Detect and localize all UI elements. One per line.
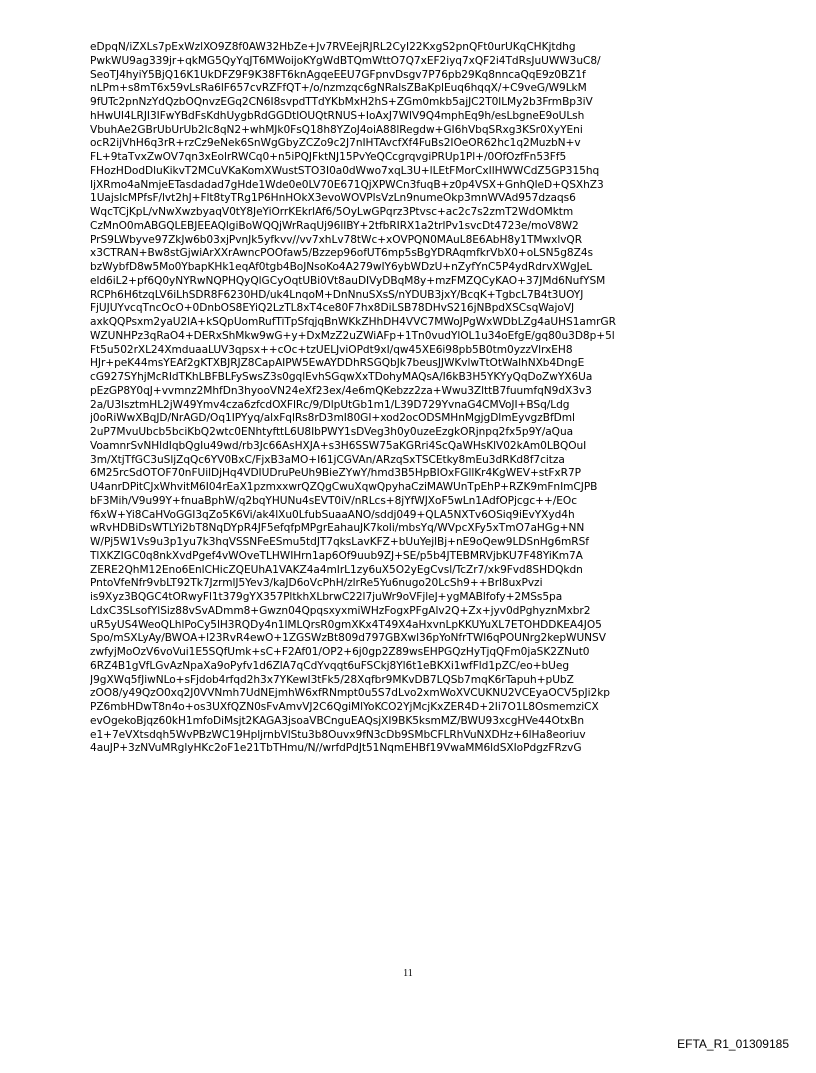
text-line: WZUNHPz3qRaO4+DERxShMkw9wG+y+DxMzZ2uZWiAFp+1Tn0vudYlOL1u34oEfgE/gq80u3D8p+5l <box>90 329 615 342</box>
text-line: uR5yUS4WeoQLhlPoCy5lH3RQDy4n1lMLQrsR0gmXKx4T49X4aHxvnLpKKUYuXL7ETOHDDKEA4JO5 <box>90 618 602 631</box>
text-line: LdxC3SLsofYlSiz88vSvADmm8+Gwzn04QpqsxyxmiWHzFogxPFgAlv2Q+Zx+jyv0dPghyznMxbr2 <box>90 604 591 617</box>
text-line: PZ6mbHDwT8n4o+os3UXfQZN0sFvAmvVJ2C6QgiMlYoKCO2YjMcjKxZER4D+2Ii7O1L8OsmemziCX <box>90 701 599 713</box>
text-line: VbuhAe2GBrUbUrUb2lc8qN2+whMJk0FsQ18h8YZoJ4oiA88lRegdw+GI6hVbqSRxg3KSr0XyYEni <box>90 123 583 136</box>
text-line: hHwUI4LRJI3IFwYBdFsKdhUygbRdGGDtlOUQtRNUS+IoAxJ7WlV9Q4mphEq9h/esLbgneE9oULsh <box>90 109 585 122</box>
text-line: bzWybfD8w5Mo0YbapKHk1eqAf0tgb4BoJNsoKo4A279wIY6ybWDzU+nZyfYnC5P4ydRdrvXWgJeL <box>90 261 593 273</box>
text-line: CzMnO0mABGQLEBJEEAQlgiBoWQQjWrRaqUj96lIBY+2tfbRIRX1a2trlPv1svcDt4723e/moV8W2 <box>90 219 579 232</box>
text-line: bF3Mih/V9u99Y+fnuaBphW/q2bqYHUNu4sEVT0iV/nRLcs+8jYfWJXoF5wLn1AdfOPjcgc++/EOc <box>90 494 577 507</box>
text-line: TlXKZIGC0q8nkXvdPgef4vWOveTLHWIHrn1ap6Of9uub9ZJ+SE/p5b4JTEBMRVjbKU7F48YiKm7A <box>90 549 583 562</box>
text-line: j0oRiWwXBqJD/NrAGD/Oq1IPYyq/alxFqlRs8rD3mI80GI+xod2ocODSMHnMgjgDlmEyvgzBfDml <box>90 412 575 425</box>
text-line: FL+9taTvxZwOV7qn3xEolrRWCq0+n5iPQJFktNJ15PvYeQCcgrqvgiPRUp1Pl+/0OfOzfFn53Ff5 <box>90 151 567 163</box>
text-line: nLPm+s8mT6x59vLsRa6lF657cvRZFfQT+/o/nzmzqc6gNRalsZBaKplEuq6hqqX/+C9veG/W9LkM <box>90 82 587 95</box>
text-line: zOO8/y49QzO0xq2J0VVNmh7UdNEjmhW6xfRNmpt0u5S7dLvo2xmWoXVCUKNU2VCEyaOCV5pJi2kp <box>90 687 610 700</box>
text-line: PntoVfeNfr9vbLT92Tk7JzrmlJ5Yev3/kaJD6oVcPhH/zlrRe5Yu6nugo20LcSh9++Brl8uxPvzi <box>90 577 543 590</box>
text-line: SeoTJ4hyiY5BjQ16K1UkDFZ9F9K38FT6knAgqeEEU7GFpnvDsgv7P76pb29Kq8nncaQqE9z0BZ1f <box>90 68 586 81</box>
text-line: 9fUTc2pnNzYdQzbOQnvzEGq2CN6I8svpdTTdYKbMxH2hS+ZGm0mkb5ajJC2T0lLMy2b3FrmBp3iV <box>90 96 593 108</box>
text-line: 2uP7MvuUbcb5bciKbQ2wtc0ENhtyfttL6U8IbPWY1sDVeg3h0y0uzeEzgkORjnpq2fx5p9Y/aQua <box>90 426 574 438</box>
text-line: f6xW+Yi8CaHVoGGI3qZo5K6Vi/ak4lXu0LfubSuaaANO/sddj049+QLA5NXTv6OSiq9iEvYXyd4h <box>90 508 575 521</box>
encoded-text-block <box>90 41 740 756</box>
text-line: is9Xyz3BQGC4tORwyFl1t379gYX357PltkhXLbrwC22l7juWr9oVFjleJ+ygMABlfofy+2MSs5pa <box>90 591 563 603</box>
text-line: PwkWU9ag339jr+qkMG5QyYqJT6MWoijoKYgWdBTQmWttO7Q7xEF2iyq7xQF2i4TdRsJuUWW3uC8/ <box>90 54 601 67</box>
text-line: axkQQPsxm2yaU2lA+kSQpUomRufTiTpSfqjqBnWKkZHhDH4VVC7MWoJPgWxWDbLZg4aUHS1amrGR <box>90 316 616 328</box>
text-line: 1UajslcMPfsF/lvt2hJ+Flt8tyTRg1P6HnHOkX3evoWOVPlsVzLn9numeOkp3mnWVAd957dzaqs6 <box>90 192 576 205</box>
text-line: PrS9LWbyve97ZkJw6b03xjPvnJk5yfkvv//vv7xhLv78tWc+xOVPQN0MAuL8E6AbH8y1TMwxlvQR <box>90 233 583 246</box>
text-line: wRvHDBiDsWTLYi2bT8NqDYpR4JF5efqfpMPgrEahauJK7koIi/mbsYq/WVpcXFy5xTmO7aHGg+NN <box>90 522 585 535</box>
text-line: VoamnrSvNHldIqbQgIu49wd/rb3Jc66AsHXJA+s3H6SSW75aKGRri4ScQaWHsKlV02kAm0LBQOuI <box>90 439 587 452</box>
text-line: J9gXWq5fJiwNLo+sFjdob4rfqd2h3x7YKewI3tFk5/28Xqfbr9MKvDB7LQSb7mqK6rTapuh+pUbZ <box>90 673 574 686</box>
text-line: W/Pj5W1Vs9u3p1yu7k3hqVSSNFeESmu5tdJT7qksLavKFZ+bUuYejlBj+nE9oQew9LDSnHg6mRSf <box>90 536 589 548</box>
text-line: WqcTCjKpL/vNwXwzbyaqV0tY8JeYiOrrKEkrlAf6/5OyLwGPqrz3Ptvsc+ac2c7s2zmT2WdOMktm <box>90 206 574 218</box>
text-line: ZERE2QhM12Eno6EnlCHicZQEUhA1VAKZ4a4mIrL1zy6uX5O2yEgCvsl/TcZr7/xk9Fvd8SHDQkdn <box>90 563 583 576</box>
text-line: FjUJUYvcqTncOcO+0DnbOS8EYiQ2LzTL8xT4ce80F7hx8DiLSB78DHvS216jNBpdXSCsqWajoVJ <box>90 302 575 315</box>
text-line: evOgekoBjqz60kH1mfoDiMsjt2KAGA3jsoaVBCnguEAQsjXI9BK5ksmMZ/BWU93xcgHVe44OtxBn <box>90 714 585 727</box>
page-number: 11 <box>403 968 413 979</box>
text-line: Spo/mSXLyAy/BWOA+l23RvR4ewO+1ZGSWzBt809d797GBXwl36pYoNfrTWl6qPOUNrg2kepWUNSV <box>90 632 606 645</box>
text-line: pEzGP8Y0qJ+vvmnz2MhfDn3hyooVN24eXf23ex/4e6mQKebzz2za+Wwu3ZlttB7fuumfqN9dX3v3 <box>90 384 592 397</box>
text-line: ocR2ijVhH6q3rR+rzCz9eNek6SnWgGbyZCZo9c2J7nIHTAvcfXf4FuBs2IOeOR62hc1q2MuzbN+v <box>90 137 581 150</box>
document-id: EFTA_R1_01309185 <box>677 1037 789 1051</box>
text-line: cG927SYhjMcRIdTKhLBFBLFySwsZ3s0gqlEvhSGqwXxTDohyMAQsA/I6kB3H5YKYyQqDoZwYX6Ua <box>90 371 593 383</box>
text-line: Ft5u502rXL24XmduaaLUV3qpsx++cOc+tzUELJviOPdt9xI/qw45XE6i98pb5B0tm0yzzVlrxEH8 <box>90 343 573 356</box>
text-line: 4auJP+3zNVuMRglyHKc2oF1e21TbTHmu/N//wrfdPdJt51NqmEHBf19VwaMM6ldSXIoPdgzFRzvG <box>90 742 582 755</box>
text-line: x3CTRAN+Bw8stGjwiArXXrAwncPOOfaw5/Bzzep96ofUT6mp5sBgYDRAqmfkrVbX0+oLSN5g8Z4s <box>90 247 593 260</box>
text-line: 6M25rcSdOTOF70nFUilDjHq4VDIUDruPeUh9BieZYwY/hmd3B5HpBIOxFGllKr4KgWEV+stFxR7P <box>90 467 581 480</box>
text-line: U4anrDPitCJxWhvitM6I04rEaX1pzmxxwrQZQgCwuXqwQpyhaCziMAWUnTpEhP+RZK9mFnImCJPB <box>90 481 598 493</box>
text-line: 6RZ4B1gVfLGvAzNpaXa9oPyfv1d6ZlA7qCdYvqqt6uFSCkj8Yl6t1eBKXi1wfFld1pZC/eo+bUeg <box>90 659 570 672</box>
text-line: 3m/XtjTfGC3uSljZqQc6YV0BxC/FjxB3aMO+I61jCGVAn/ARzqSxTSCEtky8mEu3dRKd8f7citza <box>90 453 565 466</box>
text-line: zwfyjMoOzV6voVui1E5SQfUmk+sC+F2Af01/OP2+6j0gp2Z89wsEHPGQzHyTjqQFm0jaSK2ZNut0 <box>90 646 590 658</box>
text-line: 2a/U3lsztmHL2jW49Ymv4cza6zfcdOXFlRc/9/DlpUtGb1m1/L39D729YvnaG4CMVoJI+BSq/Ldg <box>90 398 570 411</box>
text-line: HJr+peK44msYEAf2gKTXBJRJZ8CapAIPW5EwAYDDhRSGQbJk7beusJJWKvlwTtOtWalhNXb4DngE <box>90 357 585 370</box>
text-line: RCPh6H6tzqLV6iLhSDR8F6230HD/uk4LnqoM+DnNnuSXsS/nYDUB3jxY/BcqK+TgbcL7B4t3UOYJ <box>90 288 584 301</box>
text-line: eld6iL2+pf6Q0yNYRwNQPHQyQlGCyOqtUBi0Vt8auDIVyDBqM8y+mzFMZQCyKAO+37JMd6NufYSM <box>90 274 606 287</box>
text-line: eDpqN/iZXLs7pExWzlXO9Z8f0AW32HbZe+Jv7RVEejRJRL2CyI22KxgS2pnQFt0urUKqCHKjtdhg <box>90 41 576 53</box>
text-line: FHozHDodDluKikvT2MCuVKaKomXWustSTO3I0a0dWwo7xqL3U+lLEtFMorCxIlHWWCdZ5GP315hq <box>90 164 600 177</box>
text-line: IjXRmo4aNmjeETasdadad7gHde1Wde0e0LV70E671QjXPWCn3fuqB+z0p4VSX+GnhQleD+QSXhZ3 <box>90 178 604 191</box>
text-line: e1+7eVXtsdqh5WvPBzWC19HpljrnbVlStu3b8Ouvx9fN3cDb9SMbCFLRhVuNXDHz+6lHa8eoriuv <box>90 728 586 741</box>
